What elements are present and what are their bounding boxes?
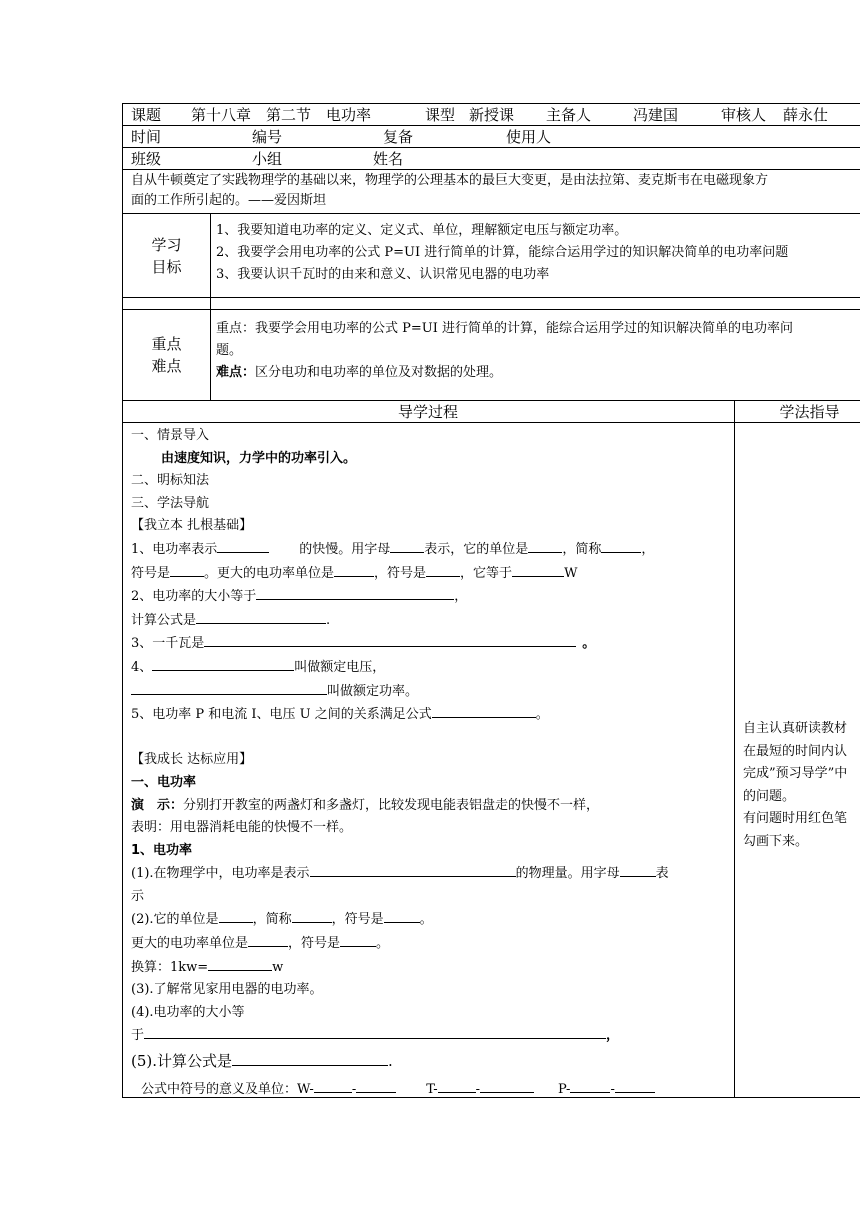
question-4-cont — [131, 680, 729, 704]
p1-text: 的物理量。用字母 — [515, 866, 620, 882]
p1-text: (1).在物理学中，电功率是表示 — [131, 866, 310, 882]
user-label: 使用人 — [506, 128, 552, 146]
q2-text: ， — [454, 589, 468, 605]
process-body — [122, 422, 860, 1098]
blank[interactable] — [310, 862, 516, 877]
guide-line: 完成”预习导学”中 — [743, 766, 848, 782]
q1-text: 表示，它的单位是 — [424, 541, 529, 557]
conversion-line — [131, 956, 729, 980]
question-1-cont — [131, 562, 729, 586]
question-3 — [131, 632, 729, 656]
focus-label: 重点： — [216, 321, 256, 336]
p5-text: (5).计算公式是 — [131, 1052, 233, 1071]
process-content — [131, 425, 729, 1102]
q1-text: ，它等于 — [460, 565, 513, 581]
spacer-row — [122, 297, 860, 309]
lesson-plan-table — [122, 103, 860, 1098]
blank[interactable] — [248, 932, 288, 947]
p2-text: ，简称 — [252, 912, 292, 928]
study-guide — [743, 718, 860, 854]
blank[interactable] — [512, 562, 564, 577]
blank[interactable] — [170, 562, 204, 577]
sym-text: - — [475, 1082, 481, 1098]
blank[interactable] — [334, 562, 374, 577]
part-4: (4).电功率的大小等 — [131, 1004, 245, 1020]
goal-item: 2、我要学会用电功率的公式 P=UI 进行简单的计算，能综合运用学过的知识解决简单的电功率问题 — [216, 245, 789, 260]
p4-text: ， — [606, 1028, 620, 1044]
blank[interactable] — [232, 1051, 388, 1066]
part-3: (3).了解常见家用电器的电功率。 — [131, 982, 323, 998]
blank[interactable] — [340, 932, 376, 947]
blank[interactable] — [217, 538, 269, 553]
q2-text: 2、电功率的大小等于 — [131, 589, 257, 605]
q1-text: W — [564, 565, 578, 581]
review-label: 复备 — [383, 128, 414, 146]
type-value: 新授课 — [469, 106, 515, 124]
q1-text: ，符号是 — [374, 565, 427, 581]
sym-text: 公式中符号的意义及单位：W- — [141, 1082, 314, 1098]
question-1 — [131, 538, 729, 562]
q1-text: 的快慢。用字母 — [299, 541, 391, 557]
blank[interactable] — [256, 585, 454, 600]
sym-text: P- — [558, 1082, 571, 1098]
part-4-cont — [131, 1024, 729, 1048]
q1-text: ， — [641, 541, 655, 557]
p2-text: 。 — [419, 912, 433, 928]
q5-text: 5、电功率 P 和电流 I、电压 U 之间的关系满足公式 — [131, 707, 432, 723]
sym-text: - — [610, 1082, 615, 1098]
group-label: 小组 — [252, 150, 283, 168]
key-points-label: 重点 难点 — [123, 310, 211, 400]
reviewer-value: 薛永仕 — [783, 106, 829, 124]
blank[interactable] — [144, 1024, 606, 1039]
blank[interactable] — [570, 1078, 610, 1093]
key-points-row — [122, 309, 860, 400]
p1-text: 表 — [655, 866, 669, 882]
goal-item: 3、我要认识千瓦时的由来和意义、认识常见电器的电功率 — [216, 267, 550, 282]
blank[interactable] — [432, 703, 536, 718]
blank[interactable] — [152, 656, 294, 671]
part-2 — [131, 908, 729, 932]
part-1-cont: 示 — [131, 888, 145, 904]
p2-text: 更大的电功率单位是 — [131, 936, 249, 952]
process-heading-row — [122, 400, 860, 422]
question-2 — [131, 585, 729, 609]
part-1 — [131, 862, 729, 886]
goal-item: 1、我要知道电功率的定义、定义式、单位，理解额定电压与额定功率。 — [216, 223, 628, 238]
question-4 — [131, 656, 729, 680]
q4-text: 4、 — [131, 659, 153, 675]
blank[interactable] — [480, 1078, 534, 1093]
p2-text: (2).它的单位是 — [131, 912, 219, 928]
quote-row — [122, 169, 860, 213]
reviewer-label: 审核人 — [721, 106, 767, 124]
p2-text: 。 — [376, 936, 390, 952]
q1-text: 符号是 — [131, 565, 171, 581]
header-row-1 — [122, 103, 860, 125]
demo-label: 演 示： — [131, 797, 184, 813]
question-2-formula — [131, 609, 729, 633]
q1-text: ，简称 — [562, 541, 602, 557]
p4-text: 于 — [131, 1028, 145, 1044]
symbols-line — [131, 1078, 729, 1102]
intro-text: 由速度知识，力学中的功率引入。 — [161, 450, 357, 466]
part-2-cont — [131, 932, 729, 956]
number-label: 编号 — [252, 128, 283, 146]
q4-text: 叫做额定功率。 — [327, 683, 419, 699]
preparer-label: 主备人 — [546, 106, 592, 124]
guide-line: 有问题时用红色笔 — [743, 811, 848, 827]
guide-line: 的问题。 — [743, 788, 796, 804]
blank[interactable] — [426, 562, 460, 577]
goals-label: 学习 目标 — [123, 214, 211, 297]
blank[interactable] — [292, 908, 332, 923]
q5-text: 。 — [535, 707, 549, 723]
class-label: 班级 — [131, 150, 162, 168]
focus-text-2: 题。 — [216, 343, 243, 358]
blank[interactable] — [620, 862, 656, 877]
blank[interactable] — [131, 680, 327, 695]
p2-text: ，符号是 — [331, 912, 384, 928]
blank[interactable] — [438, 1078, 476, 1093]
blank[interactable] — [356, 1078, 396, 1093]
blank[interactable] — [601, 538, 641, 553]
blank-line — [131, 727, 729, 750]
q3-text: 。 — [582, 636, 596, 652]
section-method: 三、学法导航 — [131, 495, 210, 511]
conv-text: 换算：1kw= — [131, 959, 209, 975]
guide-line: 在最短的时间内认 — [743, 743, 848, 759]
difficulty-text: 区分电功和电功率的单位及对数据的处理。 — [255, 365, 503, 380]
section-intro: 一、情景导入 — [131, 428, 210, 443]
blank[interactable] — [528, 538, 562, 553]
grow-title: 【我成长 达标应用】 — [131, 752, 253, 768]
header-row-2 — [122, 125, 860, 147]
type-label: 课型 — [425, 106, 456, 124]
q1-text: 。更大的电功率单位是 — [204, 565, 335, 581]
preparer-value: 冯建国 — [633, 106, 679, 124]
show-line: 表明：用电器消耗电能的快慢不一样。 — [131, 820, 353, 836]
q2-text: 计算公式是 — [131, 612, 197, 628]
q4-text: 叫做额定电压， — [294, 659, 386, 675]
power-subheading: 1、电功率 — [131, 842, 193, 858]
quote-line-1: 自从牛顿奠定了实践物理学的基础以来，物理学的公理基本的最巨大变更，是由法拉第、麦克斯韦在电磁现象方 — [131, 173, 769, 188]
blank[interactable] — [208, 956, 272, 971]
keti-value: 第十八章 第二节 电功率 — [191, 106, 372, 124]
demo-text: 分别打开教室的两盏灯和多盏灯，比较发现电能表铝盘走的快慢不一样， — [183, 797, 600, 813]
blank[interactable] — [196, 609, 326, 624]
section-goals: 二、明标知法 — [131, 473, 210, 489]
time-label: 时间 — [131, 128, 162, 146]
key-points-content — [216, 318, 860, 384]
goals-row — [122, 213, 860, 297]
column-divider — [734, 423, 735, 1097]
goals-list — [216, 220, 860, 286]
blank[interactable] — [384, 908, 420, 923]
guide-line: 勾画下来。 — [743, 833, 809, 849]
part-5 — [131, 1048, 729, 1074]
header-row-3 — [122, 147, 860, 169]
guide-heading: 学法指导 — [734, 401, 860, 423]
p5-text: . — [388, 1052, 393, 1071]
blank[interactable] — [615, 1078, 655, 1093]
guide-line: 自主认真研读教材 — [743, 721, 848, 736]
spacer-label-cell — [123, 298, 211, 309]
blank[interactable] — [314, 1078, 352, 1093]
power-heading: 一、电功率 — [131, 774, 197, 790]
keti-label: 课题 — [131, 106, 162, 124]
q1-text: 1、电功率表示 — [131, 541, 218, 557]
quote-line-2: 面的工作所引起的。——爱因斯坦 — [131, 193, 327, 208]
q3-text: 3、一千瓦是 — [131, 636, 205, 652]
name-label: 姓名 — [373, 150, 404, 168]
sym-text: - — [351, 1082, 357, 1098]
base-title: 【我立本 扎根基础】 — [131, 518, 253, 534]
sym-text: T- — [426, 1082, 438, 1098]
p2-text: ，符号是 — [288, 936, 341, 952]
blank[interactable] — [390, 538, 424, 553]
difficulty-label: 难点： — [216, 365, 256, 380]
focus-text: 我要学会用电功率的公式 P=UI 进行简单的计算，能综合运用学过的知识解决简单的电功率问 — [255, 321, 794, 336]
blank[interactable] — [219, 908, 253, 923]
conv-text: w — [272, 959, 284, 975]
blank[interactable] — [204, 632, 576, 647]
q2-text: . — [326, 612, 331, 628]
demo-line — [131, 795, 729, 818]
process-heading: 导学过程 — [397, 403, 458, 421]
question-5 — [131, 703, 729, 727]
